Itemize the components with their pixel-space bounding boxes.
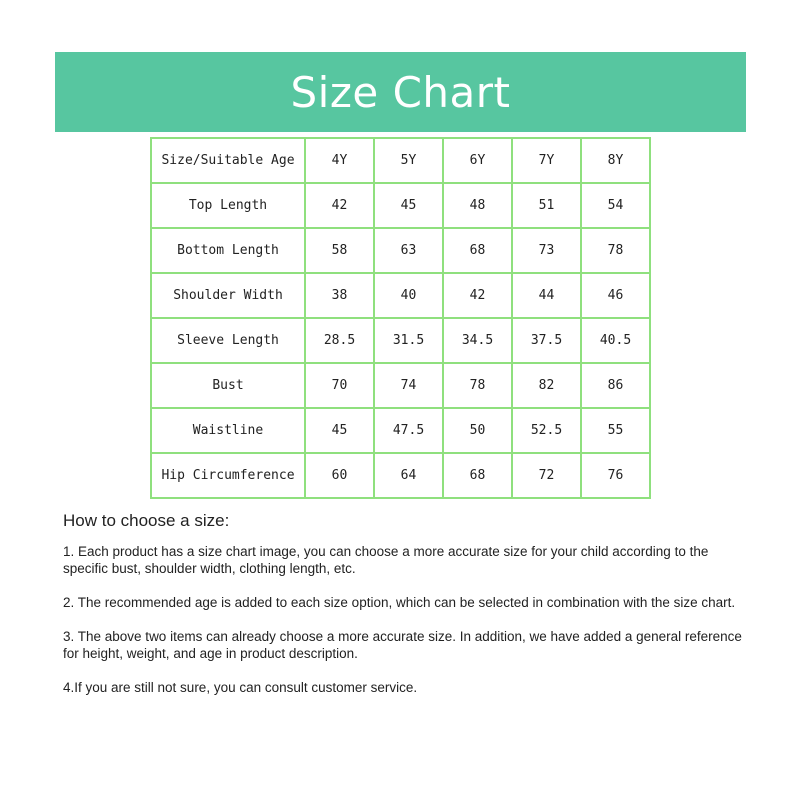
table-cell: 47.5 xyxy=(374,408,443,453)
row-label: Waistline xyxy=(151,408,305,453)
size-header-cell: 8Y xyxy=(581,138,650,183)
guide-item: 1. Each product has a size chart image, you can choose a more accurate size for your child according to the specific bust, shoulder width, clothing length, etc. xyxy=(63,544,709,576)
table-row xyxy=(151,228,650,273)
table-cell: 64 xyxy=(374,453,443,498)
table-cell: 54 xyxy=(581,183,650,228)
table-row xyxy=(151,453,650,498)
table-row xyxy=(151,318,650,363)
table-cell: 63 xyxy=(374,228,443,273)
table-cell: 40.5 xyxy=(581,318,650,363)
table-cell: 34.5 xyxy=(443,318,512,363)
table-cell: 82 xyxy=(512,363,581,408)
table-cell: 50 xyxy=(443,408,512,453)
row-label: Sleeve Length xyxy=(151,318,305,363)
table-cell: 68 xyxy=(443,453,512,498)
size-header-cell: 6Y xyxy=(443,138,512,183)
size-guide xyxy=(63,511,753,713)
table-cell: 42 xyxy=(305,183,374,228)
table-cell: 51 xyxy=(512,183,581,228)
table-cell: 31.5 xyxy=(374,318,443,363)
table-cell: 73 xyxy=(512,228,581,273)
table-cell: 44 xyxy=(512,273,581,318)
table-cell: 76 xyxy=(581,453,650,498)
table-cell: 45 xyxy=(374,183,443,228)
table-row xyxy=(151,408,650,453)
table-cell: 46 xyxy=(581,273,650,318)
row-label: Top Length xyxy=(151,183,305,228)
table-cell: 68 xyxy=(443,228,512,273)
guide-item: 3. The above two items can already choose a more accurate size. In addition, we have added a general reference for height, weight, and age in product description. xyxy=(63,629,742,661)
table-cell: 70 xyxy=(305,363,374,408)
table-cell: 72 xyxy=(512,453,581,498)
table-header-label: Size/Suitable Age xyxy=(151,138,305,183)
table-cell: 45 xyxy=(305,408,374,453)
size-header-cell: 4Y xyxy=(305,138,374,183)
guide-item: 2. The recommended age is added to each size option, which can be selected in combination with the size chart. xyxy=(63,595,736,610)
size-table xyxy=(150,137,651,499)
table-row xyxy=(151,273,650,318)
row-label: Shoulder Width xyxy=(151,273,305,318)
table-cell: 60 xyxy=(305,453,374,498)
table-cell: 42 xyxy=(443,273,512,318)
page-title: Size Chart xyxy=(290,67,511,117)
guide-heading: How to choose a size: xyxy=(63,511,230,530)
table-cell: 52.5 xyxy=(512,408,581,453)
table-cell: 78 xyxy=(443,363,512,408)
row-label: Bust xyxy=(151,363,305,408)
table-cell: 40 xyxy=(374,273,443,318)
table-row xyxy=(151,363,650,408)
table-cell: 78 xyxy=(581,228,650,273)
table-cell: 55 xyxy=(581,408,650,453)
table-row xyxy=(151,183,650,228)
table-cell: 48 xyxy=(443,183,512,228)
table-cell: 58 xyxy=(305,228,374,273)
row-label: Hip Circumference xyxy=(151,453,305,498)
table-cell: 28.5 xyxy=(305,318,374,363)
size-header-cell: 7Y xyxy=(512,138,581,183)
guide-item: 4.If you are still not sure, you can consult customer service. xyxy=(63,680,418,695)
size-chart-banner xyxy=(55,52,746,132)
table-cell: 74 xyxy=(374,363,443,408)
table-header-row xyxy=(151,138,650,183)
size-header-cell: 5Y xyxy=(374,138,443,183)
table-cell: 86 xyxy=(581,363,650,408)
row-label: Bottom Length xyxy=(151,228,305,273)
table-cell: 37.5 xyxy=(512,318,581,363)
table-cell: 38 xyxy=(305,273,374,318)
